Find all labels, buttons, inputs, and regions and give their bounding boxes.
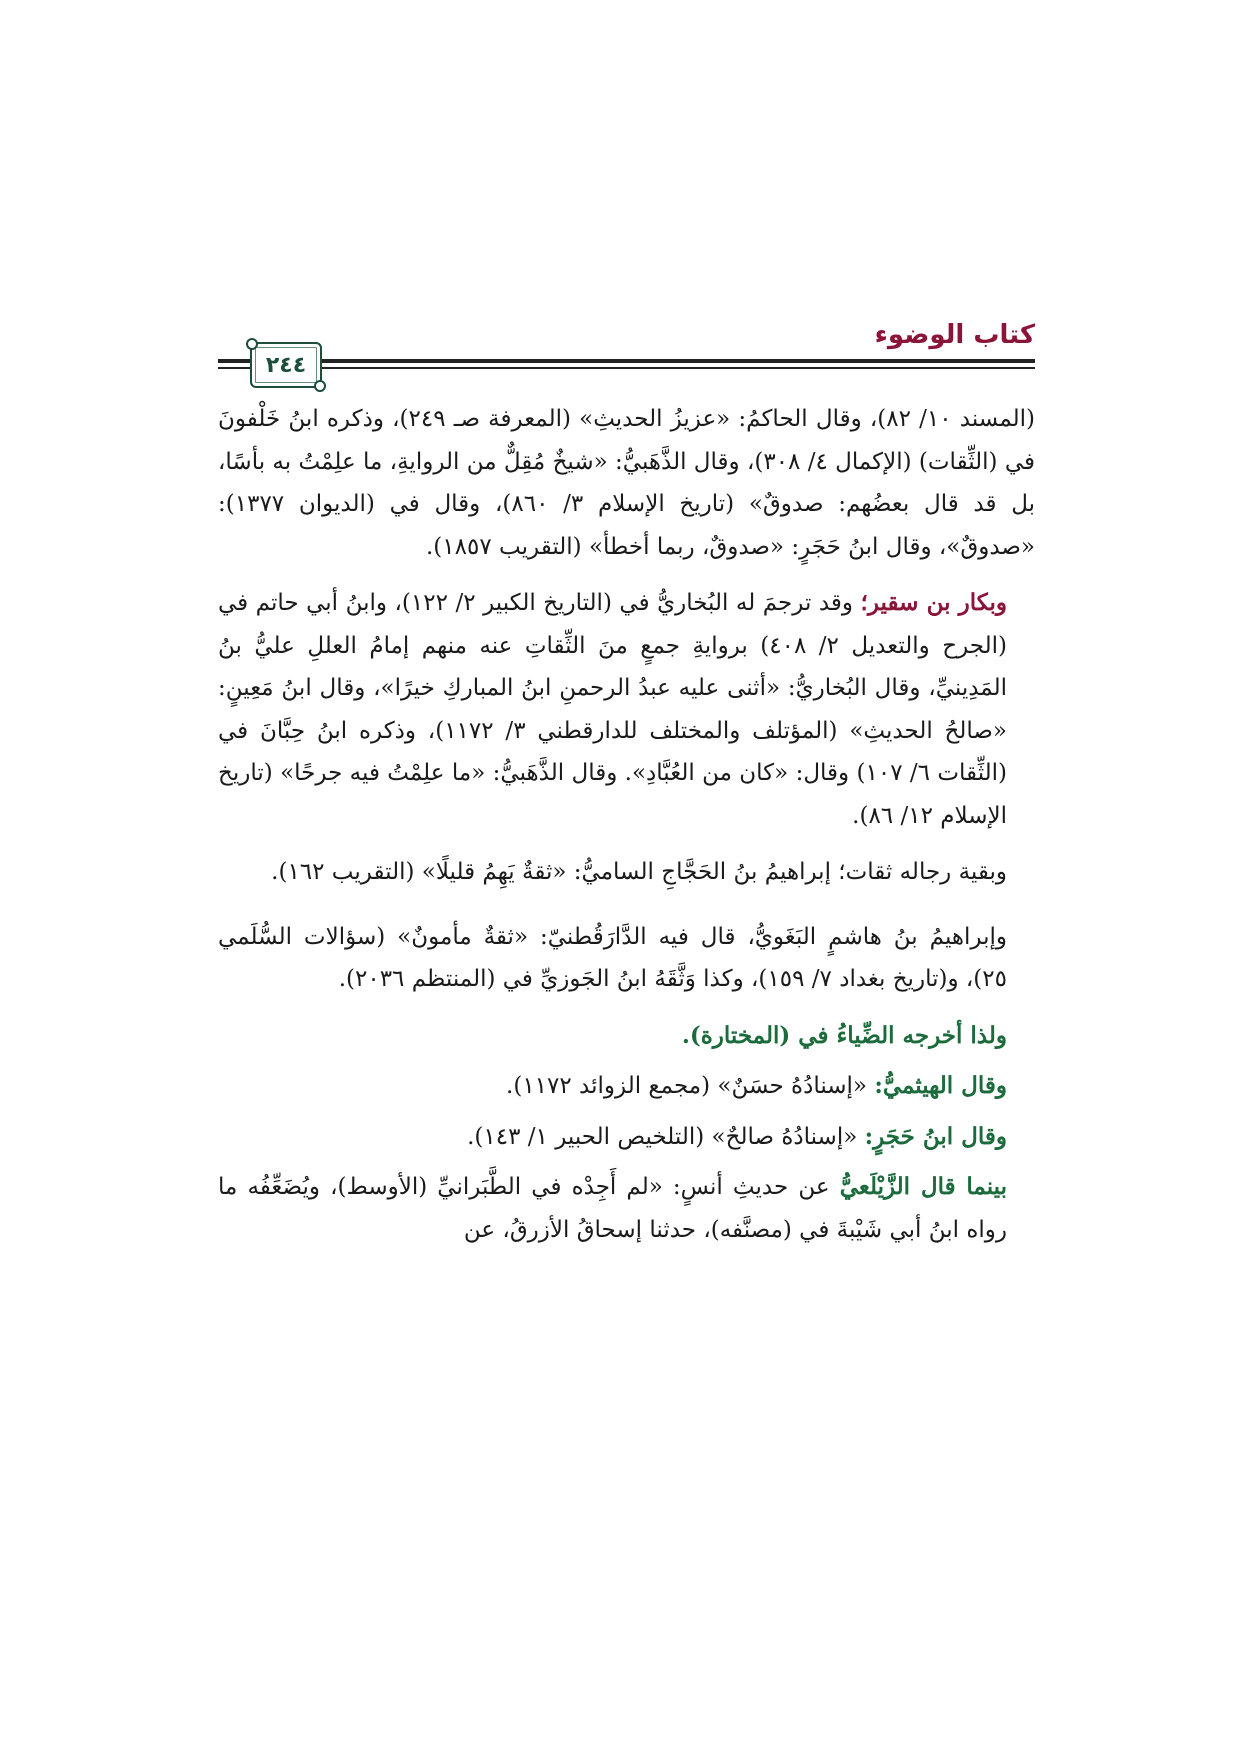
paragraph	[218, 1166, 1035, 1251]
header-rule-thin	[218, 367, 1035, 369]
page-header	[218, 318, 1035, 384]
paragraph-text: وقد ترجمَ له البُخاريُّ في (التاريخ الكبير ٢/ ١٢٢)، وابنُ أبي حاتم في (الجرح والتعديل ٢/ ٤٠٨) بروايةِ جمعٍ منَ الثِّقاتِ عنه منهم إمامُ العللِ عليُّ بنُ المَدِينيِّ، وقال البُخاريُّ: «أثنى عليه عبدُ الرحمنِ ابنُ المباركِ خيرًا»، وقال ابنُ مَعِينٍ: «صالحُ الحديثِ» (المؤتلف والمختلف للدارقطني ٣/ ١١٧٢)، وذكره ابنُ حِبَّانَ في (الثِّقات ٦/ ١٠٧) وقال: «كان من العُبَّادِ». وقال الذَّهَبيُّ: «ما علِمْتُ فيه جرحًا» (تاريخ الإسلام ١٢/ ٨٦).	[218, 590, 1008, 829]
paragraph-text: «إسنادُهُ حسَنٌ» (مجمع الزوائد ١١٧٢).	[506, 1073, 875, 1099]
paragraph	[218, 1116, 1035, 1159]
page-number: ٢٤٤	[265, 352, 307, 378]
scholar-name: بينما قال الزَّيْلَعيُّ	[839, 1173, 1007, 1200]
scholar-name: وقال الهيثميُّ:	[874, 1072, 1007, 1099]
scholar-name: وقال ابنُ حَجَرٍ:	[864, 1122, 1007, 1150]
paragraph-text: (المسند ١٠/ ٨٢)، وقال الحاكمُ: «عزيزُ الحديثِ» (المعرفة صـ ٢٤٩)، وذكره ابنُ خَلْفونَ في (الثِّقات) (الإكمال ٤/ ٣٠٨)، وقال الذَّهَبيُّ: «شيخٌ مُقِلٌّ من الروايةِ، ما علِمْتُ به بأسًا، بل قد قال بعضُهم: صدوقٌ» (تاريخ الإسلام ٣/ ٨٦٠)، وقال في (الديوان ١٣٧٧): «صدوقٌ»، وقال ابنُ حَجَرٍ: «صدوقٌ، ربما أخطأ» (التقريب ١٨٥٧).	[218, 406, 1036, 560]
narrator-name: وبكار بن سقير؛	[860, 589, 1008, 616]
paragraph-text: «إسنادُهُ صالحٌ» (التلخيص الحبير ١/ ١٤٣).	[467, 1123, 865, 1150]
page-number-frame	[250, 342, 322, 388]
header-rule-thick	[218, 359, 1035, 363]
paragraph	[218, 1015, 1035, 1058]
paragraph	[218, 851, 1035, 894]
paragraph-text: وبقية رجاله ثقات؛ إبراهيمُ بنُ الحَجَّاجِ الساميُّ: «ثقةٌ يَهِمُ قليلًا» (التقريب ١٦٢).	[271, 859, 1007, 885]
paragraph	[218, 582, 1035, 837]
page-body	[218, 398, 1035, 1265]
paragraph-text: عن حديثِ أنسٍ: «لم أَجِدْه في الطَّبَرانيِّ (الأوسط)، ويُضَعِّفُه ما رواه ابنُ أبي شَيْبةَ في (مصنَّفه)، حدثنا إسحاقُ الأزرقُ، عن	[218, 1174, 1007, 1243]
paragraph-text: وإبراهيمُ بنُ هاشمٍ البَغَويُّ، قال فيه الدَّارَقُطنيّ: «ثقةٌ مأمونٌ» (سؤالات السُّلَمي ٢٥)، و(تاريخ بغداد ٧/ ١٥٩)، وكذا وَثَّقَهُ ابنُ الجَوزيِّ في (المنتظم ٢٠٣٦).	[218, 923, 1007, 992]
chapter-title: كتاب الوضوء	[874, 320, 1035, 350]
section-heading: ولذا أخرجه الضِّياءُ في (المختارة).	[681, 1021, 1007, 1049]
paragraph	[218, 916, 1035, 1001]
paragraph	[218, 1065, 1035, 1108]
paragraph	[218, 398, 1035, 568]
